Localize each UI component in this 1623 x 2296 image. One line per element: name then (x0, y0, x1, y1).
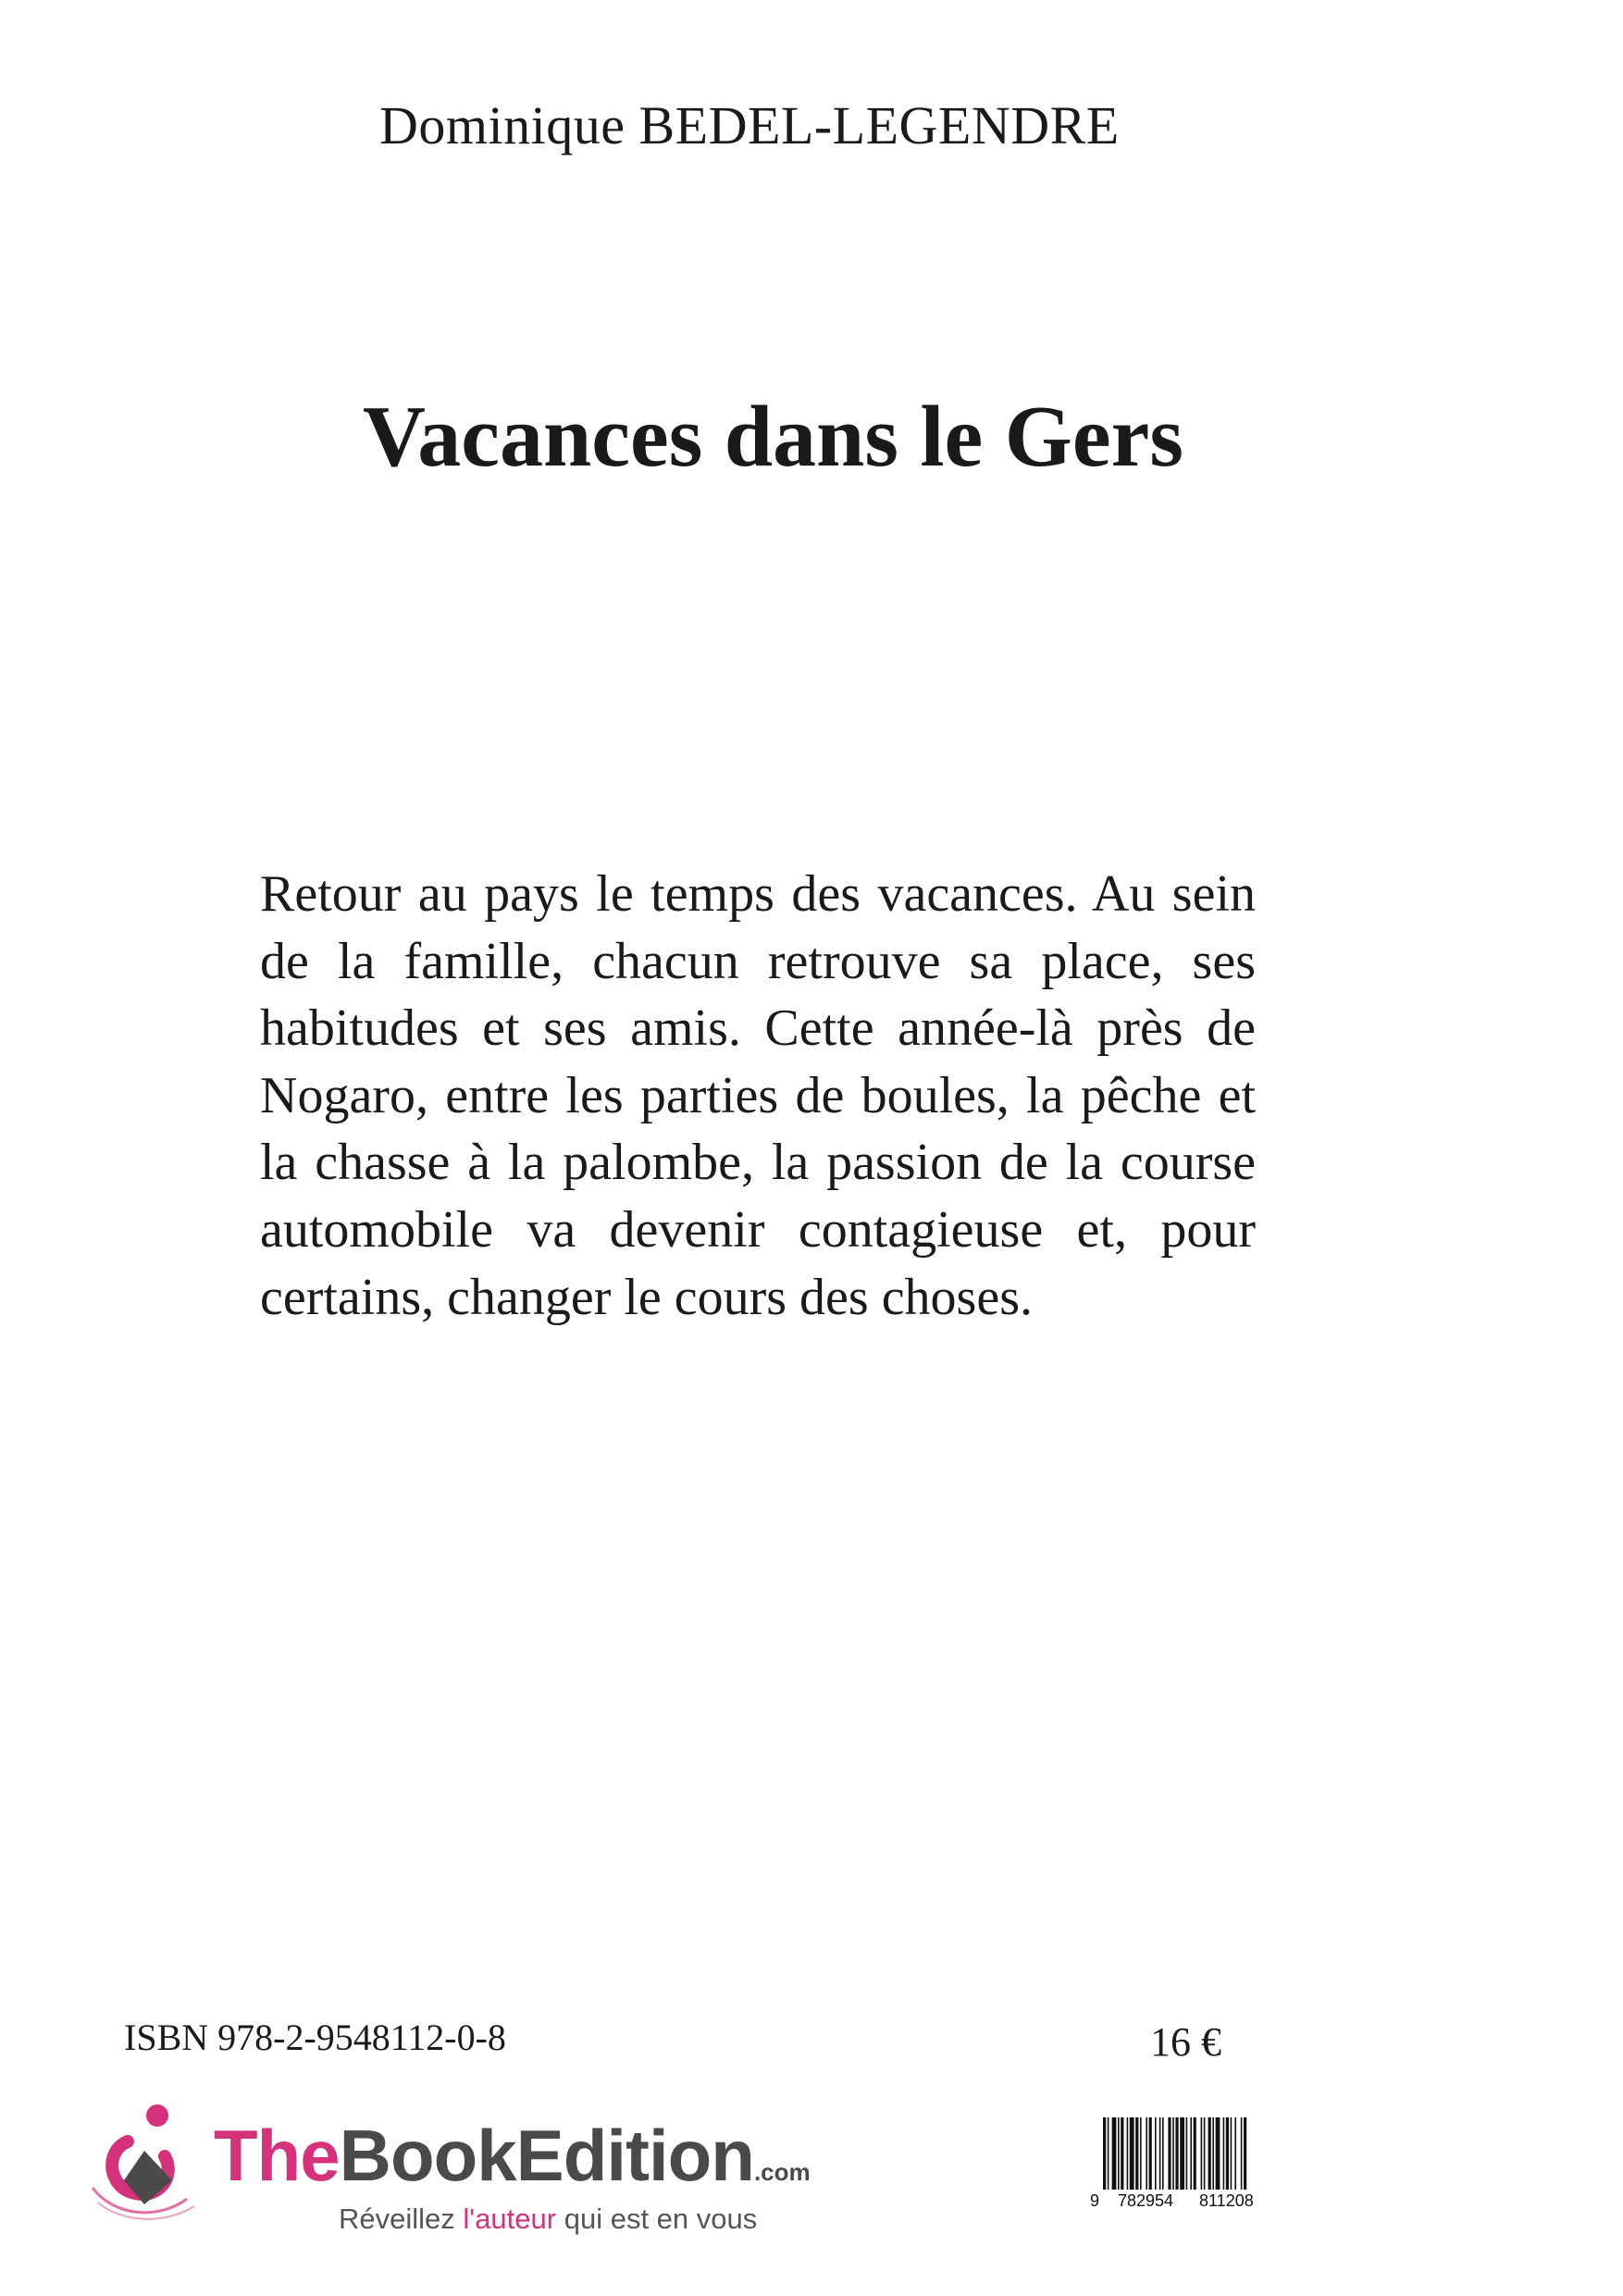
author-name: Dominique BEDEL-LEGENDRE (379, 95, 1120, 155)
isbn-number: ISBN 978-2-9548112-0-8 (124, 2017, 506, 2058)
barcode-bar (1135, 2117, 1138, 2190)
publisher-name (214, 2115, 811, 2196)
barcode-bar (1103, 2117, 1106, 2190)
barcode-bar (1204, 2117, 1206, 2190)
barcode-bar (1194, 2117, 1196, 2190)
barcode-bar (1216, 2117, 1220, 2190)
publisher-name-suffix: .com (753, 2158, 811, 2186)
barcode-bar (1190, 2117, 1192, 2190)
barcode-digit-first: 9 (1090, 2191, 1100, 2210)
book-title: Vacances dans le Gers (363, 389, 1183, 485)
barcode-bar (1241, 2117, 1243, 2190)
barcode-bar (1140, 2117, 1142, 2190)
barcode-bar (1180, 2117, 1184, 2190)
barcode-bar (1168, 2117, 1171, 2190)
barcode-bar (1108, 2117, 1109, 2190)
publisher-name-the: The (214, 2115, 340, 2196)
barcode-bar (1201, 2117, 1203, 2190)
tagline-accent: l'auteur (463, 2203, 557, 2235)
barcode-bar (1186, 2117, 1188, 2190)
publisher-tagline (339, 2203, 757, 2236)
tagline-after: qui est en vous (556, 2203, 758, 2235)
barcode-bar (1130, 2117, 1134, 2190)
barcode-bar (1127, 2117, 1129, 2190)
book-price: 16 € (1150, 2019, 1221, 2065)
barcode-bar (1155, 2117, 1157, 2190)
barcode-bar (1162, 2117, 1164, 2190)
barcode-bar (1172, 2117, 1174, 2190)
barcode-bar (1149, 2117, 1152, 2190)
barcode-bars (1103, 2117, 1284, 2190)
barcode-bar (1121, 2117, 1123, 2190)
barcode-bar (1159, 2117, 1161, 2190)
publisher-name-bookedition: BookEdition (339, 2115, 754, 2196)
thebookedition-logo-icon (91, 2103, 200, 2223)
barcode-bar (1175, 2117, 1178, 2190)
barcode-bar (1226, 2117, 1229, 2190)
barcode-bar (1223, 2117, 1225, 2190)
barcode-bar (1146, 2117, 1147, 2190)
barcode-bar (1118, 2117, 1120, 2190)
barcode-digits-left: 782954 (1118, 2191, 1174, 2210)
book-blurb: Retour au pays le temps des vacances. Au sein de la famille, chacun retrouve sa place, ses habitudes et ses amis. Cette année-là près de Nogaro, entre les parties de boules, la pêche et la chasse à la palombe, la passion de la course automobile va devenir contagieuse et, pour certains, changer le cours des choses. (260, 865, 1256, 1326)
barcode-bar (1231, 2117, 1233, 2190)
barcode-digits-right: 811208 (1199, 2191, 1254, 2210)
isbn-barcode (1090, 2117, 1286, 2219)
barcode-bar (1234, 2117, 1236, 2190)
barcode-bar (1212, 2117, 1214, 2190)
publisher-logo (91, 2103, 831, 2251)
barcode-bar (1112, 2117, 1117, 2190)
tagline-before: Réveillez (339, 2203, 464, 2235)
barcode-bar (1244, 2117, 1246, 2190)
barcode-bar (1208, 2117, 1211, 2190)
